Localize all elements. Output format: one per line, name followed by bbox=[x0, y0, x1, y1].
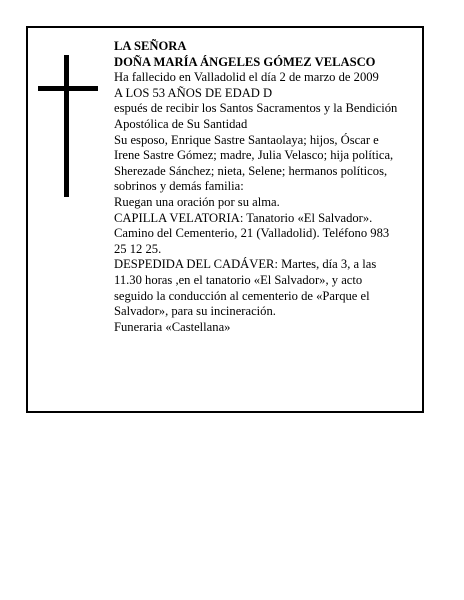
chapel-line-2: Camino del Cementerio, 21 (Valladolid). Teléfono 983 bbox=[114, 226, 390, 241]
sacraments-line-1: espués de recibir los Santos Sacramentos y la Bendición bbox=[114, 101, 398, 116]
chapel-line-3: 25 12 25. bbox=[114, 241, 162, 256]
funeral-home-line: Funeraria «Castellana» bbox=[114, 319, 231, 334]
family-line-1: Su esposo, Enrique Sastre Santaolaya; hijos, Óscar e bbox=[114, 132, 379, 147]
chapel-line-1: CAPILLA VELATORIA: Tanatorio «El Salvador». bbox=[114, 210, 373, 225]
passing-date-line: Ha fallecido en Valladolid el día 2 de marzo de 2009 bbox=[114, 70, 379, 85]
farewell-line-3: seguido la conducción al cementerio de «Parque el bbox=[114, 288, 370, 303]
farewell-line-2: 11.30 horas ,en el tanatorio «El Salvador», y acto bbox=[114, 272, 363, 287]
obituary-text bbox=[114, 39, 422, 335]
family-line-3: Sherezade Sánchez; nieta, Selene; hermanos políticos, bbox=[114, 163, 388, 178]
family-line-4: sobrinos y demás familia: bbox=[114, 179, 244, 194]
prayer-line: Ruegan una oración por su alma. bbox=[114, 194, 280, 209]
deceased-name: DOÑA MARÍA ÁNGELES GÓMEZ VELASCO bbox=[114, 54, 376, 69]
farewell-line-4: Salvador», para su incineración. bbox=[114, 304, 276, 319]
cross-icon bbox=[38, 55, 98, 197]
cross-vertical-bar bbox=[64, 55, 69, 197]
cross-horizontal-bar bbox=[38, 86, 98, 91]
family-line-2: Irene Sastre Gómez; madre, Julia Velasco; hija política, bbox=[114, 148, 394, 163]
sacraments-line-2: Apostólica de Su Santidad bbox=[114, 116, 248, 131]
farewell-line-1: DESPEDIDA DEL CADÁVER: Martes, día 3, a las bbox=[114, 257, 377, 272]
notice-title: LA SEÑORA bbox=[114, 39, 187, 53]
age-line: A LOS 53 AÑOS DE EDAD D bbox=[114, 85, 273, 100]
